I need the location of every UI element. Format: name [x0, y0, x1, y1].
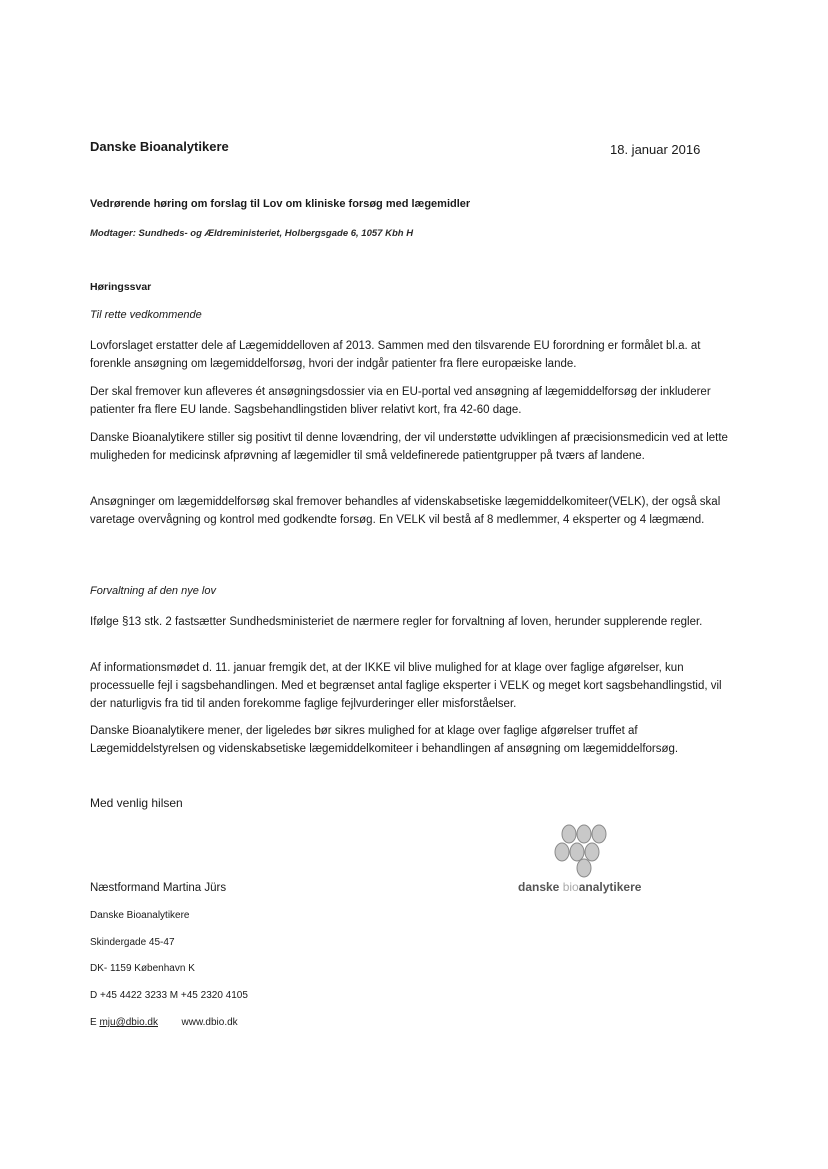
letter-date: 18. januar 2016	[610, 142, 701, 157]
email-prefix: E	[90, 1017, 97, 1028]
signature-street: Skindergade 45-47	[90, 937, 175, 948]
hexagon-cell	[585, 843, 599, 861]
hexagon-cell	[577, 859, 591, 877]
paragraph: Danske Bioanalytikere mener, der ligeledes bør sikres mulighed for at klage over faglige afgørelser truffet af Lægemiddelstyrelsen og videnskabsetiske lægemiddelkomiteer i behandlingen af ansøgning om lægemiddelforsøg.	[90, 725, 679, 755]
signature-phones: D +45 4422 3233 M +45 2320 4105	[90, 990, 248, 1001]
hexagon-cell	[570, 843, 584, 861]
signature-organization: Danske Bioanalytikere	[90, 910, 190, 921]
salutation: Til rette vedkommende	[90, 309, 202, 321]
paragraph: Af informationsmødet d. 11. januar fremgik det, at der IKKE vil blive mulighed for at klage over faglige afgørelser, kun processuelle fejl i sagsbehandlingen. Med et begrænset antal faglige eksperter i VELK og meget kort sagsbehandlingstid, vil der naturligvis fra tid til anden forekomme faglige fejlvurderinger eller misforståelser.	[90, 662, 722, 710]
email-link[interactable]: mju@dbio.dk	[99, 1017, 158, 1028]
section-heading-hoeringssvar: Høringssvar	[90, 281, 152, 293]
paragraph: Der skal fremover kun afleveres ét ansøgningsdossier via en EU-portal ved ansøgning af lægemiddelforsøg der inkluderer patienter fra flere EU lande. Sagsbehandlingstiden bliver relativt kort, fra 42-60 dage.	[90, 386, 711, 416]
hexagon-cell	[555, 843, 569, 861]
signature-name: Næstformand Martina Jürs	[90, 882, 227, 894]
signature-contact-line	[90, 1017, 238, 1028]
organization-logo	[518, 822, 648, 902]
hexagon-cell	[592, 825, 606, 843]
letter-recipient: Modtager: Sundheds- og Ældreministeriet, Holbergsgade 6, 1057 Kbh H	[90, 228, 414, 239]
paragraph: Ansøgninger om lægemiddelforsøg skal fremover behandles af videnskabsetiske lægemiddelkomiteer(VELK), der også skal varetage overvågning og kontrol med godkendte forsøg. En VELK vil bestå af 8 medlemmer, 4 eksperter og 4 lægmænd.	[90, 496, 721, 526]
signature-city: DK- 1159 København K	[90, 963, 195, 974]
website-link[interactable]: www.dbio.dk	[181, 1017, 238, 1028]
paragraph: Ifølge §13 stk. 2 fastsætter Sundhedsministeriet de nærmere regler for forvaltning af loven, herunder supplerende regler.	[90, 616, 703, 628]
letter-subject: Vedrørende høring om forslag til Lov om kliniske forsøg med lægemidler	[90, 198, 471, 210]
paragraph: Lovforslaget erstatter dele af Lægemiddelloven af 2013. Sammen med den tilsvarende EU forordning er formålet bl.a. at forenkle ansøgning om lægemiddelforsøg, hvori der indgår patienter fra flere europæiske lande.	[90, 340, 701, 370]
paragraph: Danske Bioanalytikere stiller sig positivt til denne lovændring, der vil understøtte udviklingen af præcisionsmedicin ved at lette muligheden for medicinsk afprøvning af lægemidler til små veldefinerede patientgrupper på tværs af landene.	[90, 432, 728, 462]
section-heading-forvaltning: Forvaltning af den nye lov	[90, 585, 216, 597]
hexagon-cell	[562, 825, 576, 843]
closing-greeting: Med venlig hilsen	[90, 796, 183, 810]
hexagon-cell	[577, 825, 591, 843]
logo-wordmark: danske bioanalytikere	[518, 880, 642, 894]
sender-organization: Danske Bioanalytikere	[90, 139, 229, 154]
hexagon-cluster-icon	[518, 822, 648, 880]
